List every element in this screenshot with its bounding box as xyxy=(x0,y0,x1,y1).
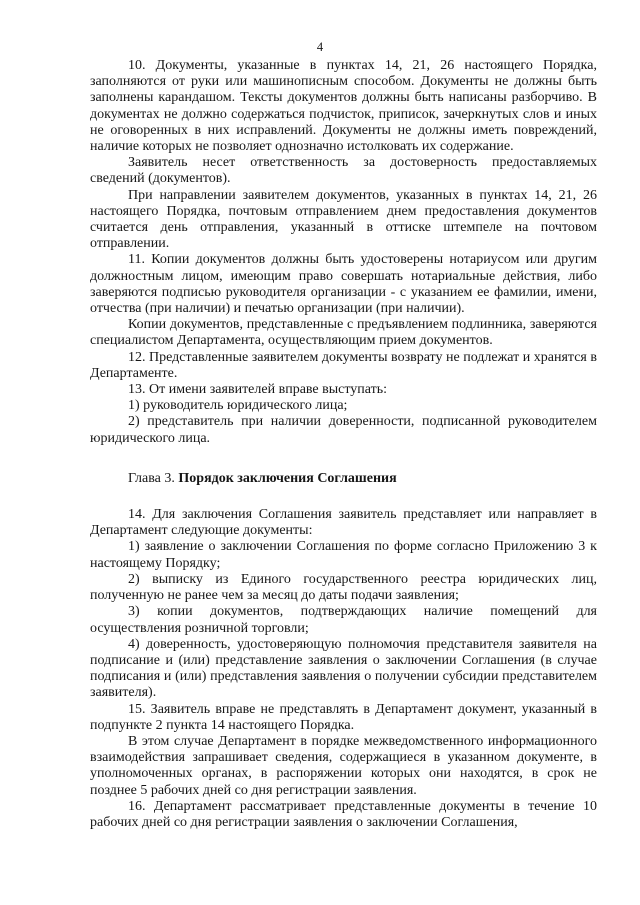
paragraph: 13. От имени заявителей вправе выступать: xyxy=(128,382,388,398)
paragraph: Копии документов, представленные с предъявлением подлинника, заверяются специалистом Департамента, осуществляющим прием документов. xyxy=(90,317,597,349)
paragraph: 14. Для заключения Соглашения заявитель представляет или направляет в Департамент следующие документы: xyxy=(90,507,597,539)
list-item: 1) руководитель юридического лица; xyxy=(128,398,348,414)
section-after-chapter xyxy=(90,507,597,831)
paragraph: Заявитель несет ответственность за достоверность предоставляемых сведений (документов). xyxy=(90,155,597,187)
paragraph: 16. Департамент рассматривает представленные документы в течение 10 рабочих дней со дня регистрации заявления о заключении Соглашения, xyxy=(90,798,597,830)
list-item: 3) копии документов, подтверждающих наличие помещений для осуществления розничной торговли; xyxy=(90,604,597,636)
section-before-chapter xyxy=(90,58,597,447)
chapter-heading xyxy=(90,471,597,487)
paragraph: В этом случае Департамент в порядке межведомственного информационного взаимодействия запрашивает сведения, содержащиеся в указанном документе, в уполномоченных органах, в распоряжении которых они находятся, в срок не позднее 5 рабочих дней со дня регистрации заявления. xyxy=(90,733,597,798)
page-number: 4 xyxy=(316,40,324,54)
list-item: 1) заявление о заключении Соглашения по форме согласно Приложению 3 к настоящему Порядку; xyxy=(90,539,597,571)
paragraph: 15. Заявитель вправе не представлять в Департамент документ, указанный в подпункте 2 пункта 14 настоящего Порядка. xyxy=(90,701,597,733)
chapter-title: Порядок заключения Соглашения xyxy=(178,470,397,486)
paragraph: 11. Копии документов должны быть удостоверены нотариусом или другим должностным лицом, имеющим право совершать нотариальные действия, либо заверяются подписью руководителя организации - с указанием ее фамилии, имени, отчества (при наличии) и печатью организации (при наличии). xyxy=(90,252,597,317)
document-body xyxy=(90,58,597,831)
list-item: 4) доверенность, удостоверяющую полномочия представителя заявителя на подписание и (или) представление заявления о заключении Соглашения (в случае подписания и (или) представления заявления о получении субсидии представителем заявителя). xyxy=(90,636,597,701)
chapter-label: Глава 3. xyxy=(128,470,175,486)
paragraph: При направлении заявителем документов, указанных в пунктах 14, 21, 26 настоящего Порядка, почтовым отправлением днем предоставления документов считается день отправления, указанный в оттиске штемпеле на почтовом отправлении. xyxy=(90,187,597,252)
list-item: 2) выписку из Единого государственного реестра юридических лиц, полученную не ранее чем за месяц до даты подачи заявления; xyxy=(90,571,597,604)
paragraph: 12. Представленные заявителем документы возврату не подлежат и хранятся в Департаменте. xyxy=(90,349,597,381)
list-item: 2) представитель при наличии доверенности, подписанной руководителем юридического лица. xyxy=(90,414,597,446)
paragraph: 10. Документы, указанные в пунктах 14, 21, 26 настоящего Порядка, заполняются от руки или машинописным способом. Документы не должны быть заполнены карандашом. Тексты документов должны быть написаны разборчиво. В документах не должно содержаться подчисток, приписок, зачеркнутых слов и иных не оговоренных в них исправлений. Документы не должны иметь повреждений, наличие которых не позволяет однозначно истолковать их содержание. xyxy=(90,58,597,155)
